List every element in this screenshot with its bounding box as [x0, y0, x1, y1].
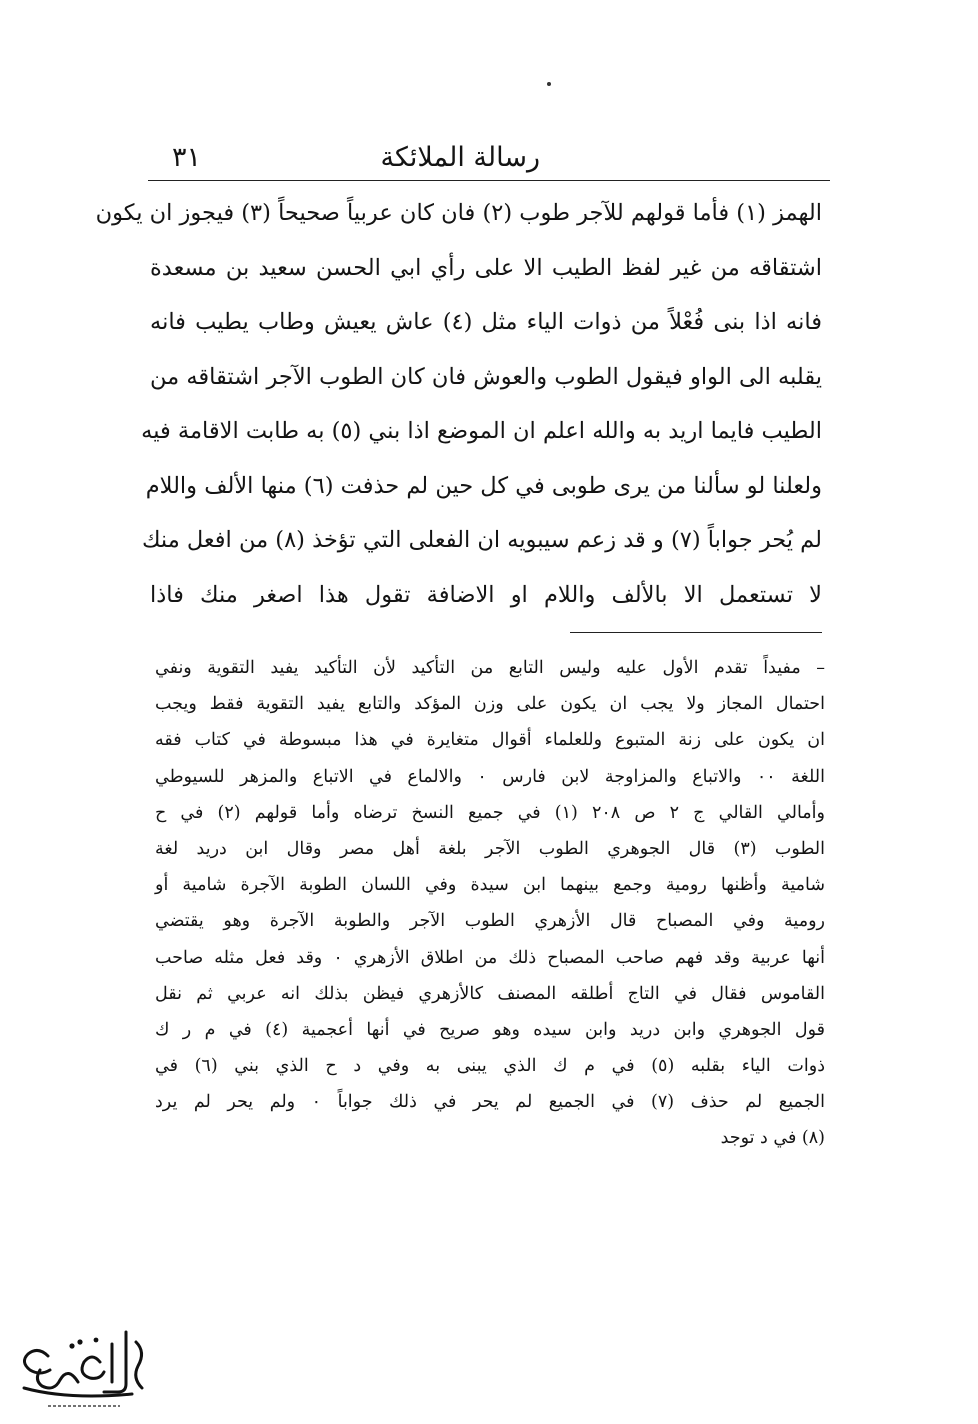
footnote-rule — [570, 632, 822, 633]
footnote-line: الجميع لم حذف (٧) في الجميع لم يحر في ذلك جواباً ٠ ولم يحر لم يرد — [155, 1092, 825, 1113]
footnote-line: ذوات الياء بقلبه (٥) في م ك الذي يبنى به وفي د ح الذي بني (٦) في — [155, 1056, 825, 1077]
calligraphy-logo — [8, 1322, 158, 1412]
footnote-line: – مفيداً تقدم الأول عليه وليس التابع من التأكيد لأن التأكيد يفيد التقوية ونفي — [155, 658, 825, 678]
footnote-line: اللغة ٠٠ والاتباع والمزاوجة لابن فارس ٠ والالماع في الاتباع والمزهر للسيوطي — [155, 766, 825, 787]
main-text — [95, 186, 822, 622]
footnote-line: قول الجوهري وابن دريد وابن سيده وهو صريح في أنها أعجمية (٤) في م ر ك — [155, 1019, 825, 1040]
footnote-line: وأمالي القالي ج ٢ ص ٢٠٨ (١) في جميع النسخ ترضاه وأما قولهم (٢) في ح — [155, 802, 825, 823]
page-number: ٣١ — [172, 142, 202, 173]
footnote-line: (٨) في د توجد — [720, 1128, 825, 1149]
header-rule — [148, 180, 830, 181]
footnotes — [155, 650, 825, 1157]
footnote-line: القاموس فقال في التاج أطلقه المصنف كالأزهري فيظن بذلك انه عربي ثم نقل — [155, 983, 825, 1004]
text-line: فانه اذا بنى فُعْلاً من ذوات الياء مثل (٤) عاش يعيش وطاب يطيب فانه — [150, 309, 822, 335]
text-line: لم يُحر جواباً (٧) و قد زعم سيبويه ان الفعلى التي تؤخذ (٨) من افعل منك — [141, 527, 822, 553]
running-header — [140, 136, 840, 180]
footnote-line: الطوب (٣) قال الجوهري الطوب الآجر بلغة أهل مصر وقال ابن دريد لغة — [155, 838, 825, 859]
print-speck — [547, 82, 551, 86]
text-line: ولعلنا لو سألنا من يرى طوبى في كل حين لم حذفت (٦) منها الألف واللام — [145, 472, 822, 499]
text-line: الهمز (١) فأما قولهم للآجر طوب (٢) فان كان عربياً صحيحاً (٣) فيجوز ان يكون — [95, 200, 822, 226]
text-line: لا تستعمل الا بالألف واللام او الاضافة تقول هذا اصغر منك فاذا — [150, 581, 822, 608]
footnote-line: ان يكون على زنة المتبوع وللعلماء أقوال متغايرة في هذا مبسوطة في كتاب فقه — [155, 730, 825, 751]
running-title: رسالة الملائكة — [380, 142, 540, 173]
footnote-line: احتمال المجاز ولا يجب ان يكون على وزن المؤكد والتابع يفيد التقوية فقط ويجب — [155, 694, 825, 715]
footnote-line: رومية وفي المصباح قال الأزهري الطوب الآجر والطوبة الآجرة وهو يقتضي — [155, 911, 825, 932]
text-line: اشتقاقه من غير لفظ الطيب الا على رأي ابي الحسن سعيد بن مسعدة — [150, 254, 822, 281]
text-line: الطيب فايما اريد به والله اعلم ان الموضع اذا بني (٥) به طابت الاقامة فيه — [141, 418, 822, 444]
footnote-line: شامية وأظنها رومية وجمع بينهما ابن سيدة وفي اللسان الطوبة الآجرة شامية أو — [155, 875, 825, 896]
footnote-line: أنها عربية وقد فهم صاحب المصباح ذلك من اطلاق الأزهري ٠ وقد فعل مثله صاحب — [155, 947, 825, 968]
text-line: يقلبه الى الواو فيقول الطوب والعوش فان كان الطوب الآجر اشتقاقه من — [150, 363, 822, 390]
